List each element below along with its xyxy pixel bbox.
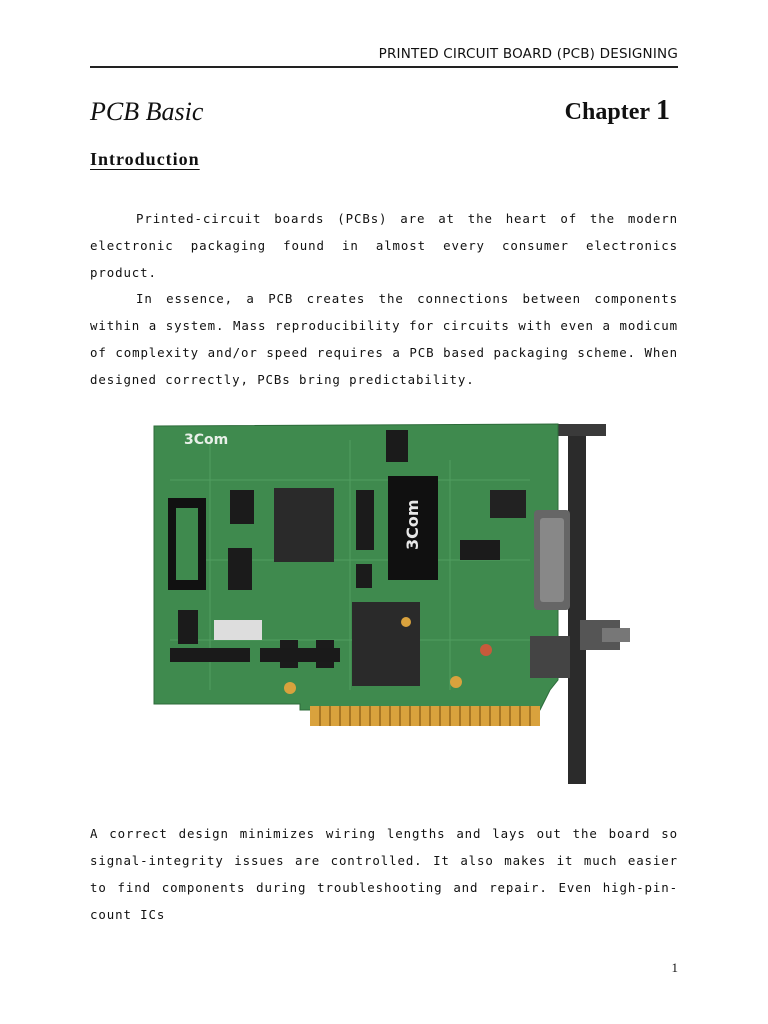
pcb-photo <box>150 420 630 790</box>
section-heading: Introduction <box>90 149 200 169</box>
board-brand-label: 3Com <box>184 432 229 448</box>
running-header: PRINTED CIRCUIT BOARD (PCB) DESIGNING <box>378 46 678 62</box>
paragraph-2: In essence, a PCB creates the connections between components within a system. Mass reproducibility for circuits with even a modicum of complexity and/or speed requires a PCB based packaging scheme. When designed correctly, PCBs bring predictability. <box>90 291 678 387</box>
paragraph-3: A correct design minimizes wiring lengths and lays out the board so signal-integrity issues are controlled. It also makes it much easier to find components during troubleshooting and repair. Even high-pin-count ICs <box>90 826 678 922</box>
chapter-label <box>565 95 670 127</box>
ethernet-chip <box>352 602 420 686</box>
paragraph-1: Printed-circuit boards (PCBs) are at the heart of the modern electronic packaging found in almost every consumer electronics product. <box>90 211 678 280</box>
chapter-word: Chapter <box>564 99 650 125</box>
chapter-number: 1 <box>656 95 670 126</box>
controller-chip <box>274 488 334 562</box>
page-number: 1 <box>671 960 678 975</box>
edge-connector <box>310 706 540 726</box>
module-label: 3Com <box>403 499 422 550</box>
header-divider <box>90 66 678 68</box>
document-title: PCB Basic <box>90 97 204 126</box>
